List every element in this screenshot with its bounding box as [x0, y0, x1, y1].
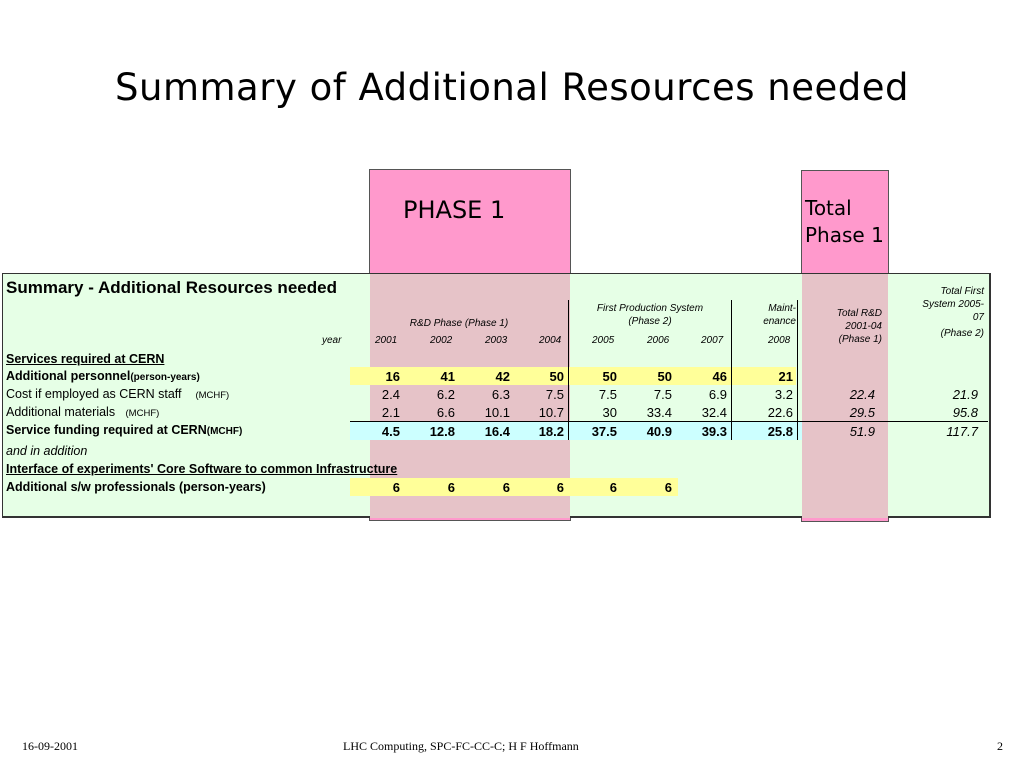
col-divider-2007 — [731, 300, 732, 440]
funding-2006: 40.9 — [646, 424, 672, 439]
year-label: year — [322, 335, 342, 346]
funding-label: Service funding required at CERN — [6, 423, 207, 437]
cost-2007: 6.9 — [708, 387, 727, 402]
materials-2007: 32.4 — [701, 405, 727, 420]
personnel-2002: 41 — [440, 369, 455, 384]
hdr-first-production-line1: First Production System — [596, 303, 704, 314]
row-label-funding — [6, 423, 242, 437]
personnel-label: Additional personnel — [6, 369, 131, 383]
materials-2004: 10.7 — [538, 405, 564, 420]
funding-2007: 39.3 — [701, 424, 727, 439]
materials-unit: (MCHF) — [125, 408, 160, 419]
year-2002: 2002 — [430, 335, 453, 346]
personnel-unit: (person-years) — [130, 372, 200, 383]
funding-2004: 18.2 — [538, 424, 564, 439]
sw-2001: 6 — [392, 480, 400, 495]
personnel-2004: 50 — [549, 369, 564, 384]
total-phase1-label — [805, 195, 884, 249]
year-2005: 2005 — [592, 335, 615, 346]
personnel-2003: 42 — [495, 369, 510, 384]
phase1-label: PHASE 1 — [403, 196, 506, 224]
hdr-total-first-line4: (Phase 2) — [940, 328, 984, 339]
hdr-first-production-line2: (Phase 2) — [628, 316, 672, 327]
year-2003: 2003 — [485, 335, 508, 346]
and-in-addition: and in addition — [6, 444, 88, 458]
hdr-total-first — [890, 285, 984, 340]
cost-2006: 7.5 — [653, 387, 672, 402]
col-divider-2004 — [568, 300, 569, 440]
cost-2002: 6.2 — [436, 387, 455, 402]
funding-2008: 25.8 — [767, 424, 793, 439]
sw-2006: 6 — [664, 480, 672, 495]
services-heading: Services required at CERN — [6, 352, 165, 366]
sw-row-label: Additional s/w professionals (person-years) — [6, 480, 266, 494]
materials-2008: 22.6 — [767, 405, 793, 420]
funding-2003: 16.4 — [484, 424, 510, 439]
hdr-total-rd-line2: 2001-04 — [845, 321, 882, 332]
footer-date: 16-09-2001 — [22, 739, 78, 753]
year-2006: 2006 — [647, 335, 670, 346]
materials-2003: 10.1 — [484, 405, 510, 420]
personnel-2007: 46 — [712, 369, 727, 384]
sw-2003: 6 — [502, 480, 510, 495]
materials-2002: 6.6 — [436, 405, 455, 420]
hdr-maintenance-line2: enance — [763, 316, 796, 327]
materials-total-first: 95.8 — [952, 405, 978, 420]
materials-2001: 2.1 — [381, 405, 400, 420]
personnel-2005: 50 — [602, 369, 617, 384]
funding-total-first: 117.7 — [946, 424, 978, 439]
year-2004: 2004 — [539, 335, 562, 346]
hdr-total-rd-line1: Total R&D — [836, 308, 882, 319]
interface-heading: Interface of experiments' Core Software to common Infrastructure — [6, 462, 398, 476]
personnel-2001: 16 — [385, 369, 400, 384]
funding-top-line — [350, 421, 988, 422]
hdr-total-first-line3: 07 — [972, 312, 984, 323]
cost-2003: 6.3 — [491, 387, 510, 402]
year-2008: 2008 — [768, 335, 791, 346]
hdr-rd-phase: R&D Phase (Phase 1) — [409, 318, 509, 329]
funding-unit: (MCHF) — [206, 426, 243, 437]
col-divider-2008 — [797, 300, 798, 440]
sw-2005: 6 — [609, 480, 617, 495]
cost-2001: 2.4 — [381, 387, 400, 402]
funding-2005: 37.5 — [591, 424, 617, 439]
cost-total-first: 21.9 — [952, 387, 978, 402]
hdr-total-rd — [812, 307, 882, 346]
total-label-line2: Phase 1 — [805, 223, 884, 247]
hdr-first-production — [572, 302, 728, 328]
funding-2001: 4.5 — [381, 424, 400, 439]
cost-2004: 7.5 — [545, 387, 564, 402]
footer-center: LHC Computing, SPC-FC-CC-C; H F Hoffmann — [343, 739, 579, 753]
total-label-line1: Total — [805, 196, 852, 220]
materials-total-rd: 29.5 — [849, 405, 875, 420]
sw-2004: 6 — [556, 480, 564, 495]
hdr-total-first-line1: Total First — [940, 286, 984, 297]
hdr-maintenance — [740, 302, 796, 328]
cost-2008: 3.2 — [774, 387, 793, 402]
materials-2006: 33.4 — [646, 405, 672, 420]
funding-total-rd: 51.9 — [849, 424, 875, 439]
hdr-maintenance-line1: Maint- — [768, 303, 796, 314]
cost-total-rd: 22.4 — [849, 387, 875, 402]
row-label-personnel — [6, 369, 200, 383]
funding-2002: 12.8 — [429, 424, 455, 439]
materials-2005: 30 — [602, 405, 617, 420]
cost-2005: 7.5 — [598, 387, 617, 402]
slide-title: Summary of Additional Resources needed — [115, 66, 909, 109]
year-2001: 2001 — [375, 335, 398, 346]
sw-2002: 6 — [447, 480, 455, 495]
cost-label: Cost if employed as CERN staff — [6, 387, 182, 401]
personnel-2006: 50 — [657, 369, 672, 384]
year-2007: 2007 — [701, 335, 724, 346]
materials-label: Additional materials — [6, 405, 116, 419]
personnel-2008: 21 — [778, 369, 793, 384]
row-label-materials — [6, 405, 159, 419]
row-label-cost — [6, 387, 229, 401]
cost-unit: (MCHF) — [195, 390, 230, 401]
table-title: Summary - Additional Resources needed — [6, 278, 337, 297]
hdr-total-rd-line3: (Phase 1) — [838, 334, 882, 345]
footer-page: 2 — [997, 739, 1003, 753]
hdr-total-first-line2: System 2005- — [922, 299, 984, 310]
